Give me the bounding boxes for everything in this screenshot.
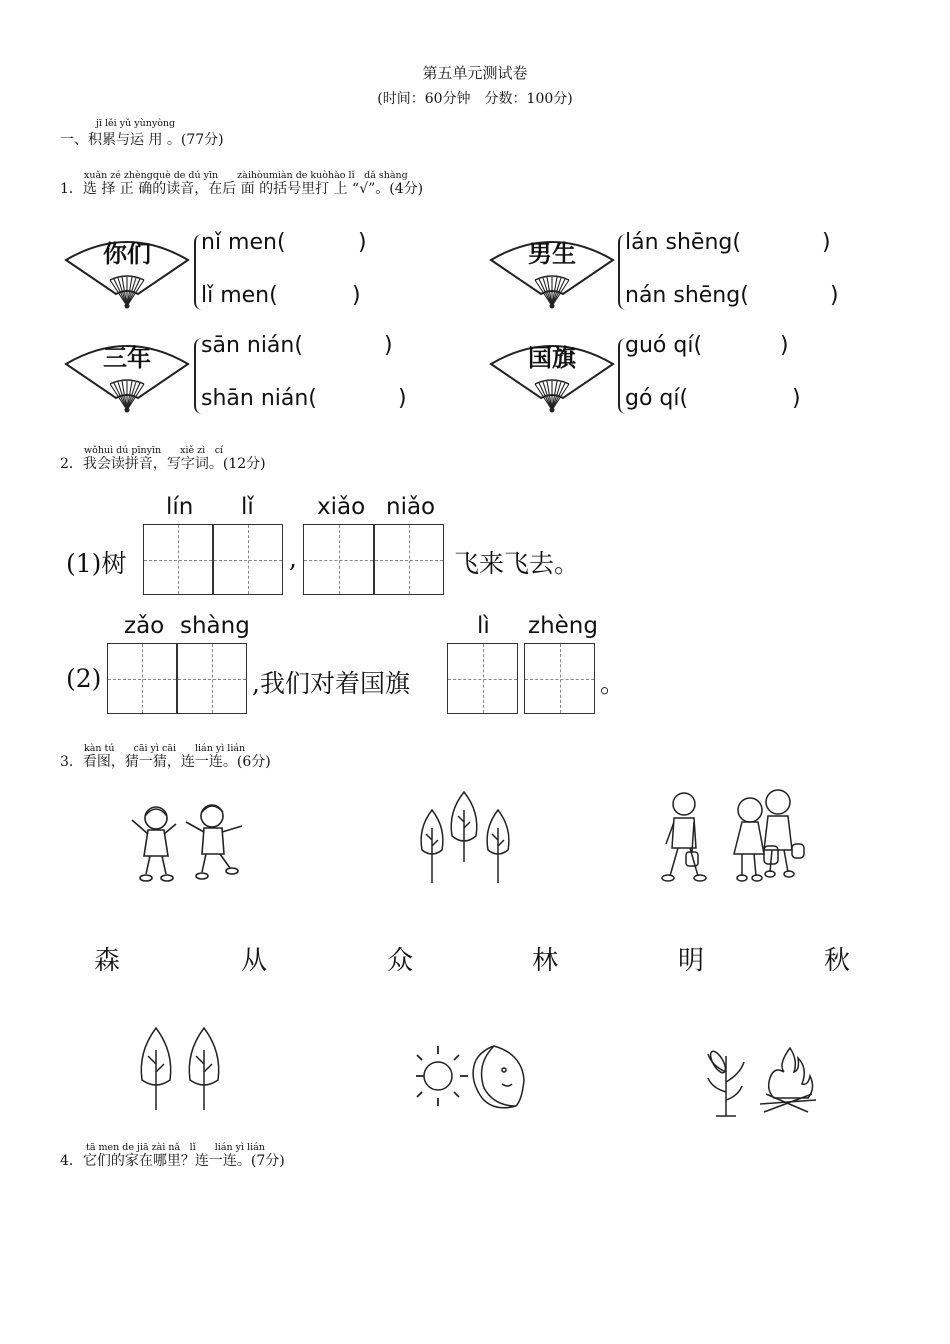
writing-cell[interactable] [107, 643, 177, 714]
fan-card-nansheng [487, 226, 617, 314]
answer-blank-gu-qi2[interactable] [734, 390, 784, 416]
option-ni-men: nǐ men( [201, 230, 286, 255]
pinyin-niao: niǎo [386, 494, 436, 520]
answer-blank-san-nian[interactable] [326, 337, 376, 363]
option-shan-nian: shān nián( [201, 386, 317, 411]
section1-heading: 一、积累与运 用 。(77分) [60, 132, 224, 148]
writing-cell[interactable] [374, 524, 444, 595]
option-guo-qi: guó qí( [625, 333, 703, 358]
pinyin-zheng: zhèng [528, 613, 598, 639]
close-paren: ) [352, 283, 361, 308]
writing-cell[interactable] [177, 643, 247, 714]
q1-heading: 1．选 择 正 确的读音，在后 面 的括号里打 上 “√”。(4分) [60, 181, 424, 197]
answer-blank-shan-nian[interactable] [340, 390, 390, 416]
option-lan-sheng: lán shēng( [625, 230, 741, 255]
option-nan-sheng: nán shēng( [625, 283, 749, 308]
three-trees-illustration[interactable] [412, 788, 524, 886]
fan-word: 男生 [528, 239, 576, 268]
q2-pinyin: wǒhuì dú pīnyīn xiě zì cí [84, 445, 224, 456]
char-zhong[interactable]: 众 [387, 946, 414, 976]
option-li-men: lǐ men( [201, 283, 278, 308]
pinyin-li-stand: lì [477, 613, 490, 639]
fan-card-sannian [62, 330, 192, 418]
writing-cell[interactable] [524, 643, 595, 714]
pinyin-shang: shàng [180, 613, 250, 639]
answer-blank-li-men[interactable] [292, 287, 342, 313]
pinyin-lin: lín [166, 494, 194, 520]
pinyin-zao: zǎo [124, 613, 165, 639]
writing-cell[interactable] [303, 524, 374, 595]
q1-pinyin: xuǎn zé zhèngquè de dú yīn zàihòumiàn de kuòhào lǐ dǎ shàng [84, 170, 408, 181]
two-kids-illustration[interactable] [126, 798, 256, 886]
char-lin[interactable]: 林 [532, 946, 559, 976]
answer-blank-guo-qi[interactable] [722, 337, 772, 363]
close-paren: ) [780, 333, 789, 358]
grain-fire-illustration[interactable] [704, 1042, 824, 1118]
close-paren: ) [384, 333, 393, 358]
option-go-qi: gó qí( [625, 386, 689, 411]
page-subtitle: (时间：60分钟 分数：100分) [377, 91, 573, 107]
answer-blank-ni-men[interactable] [300, 234, 350, 260]
close-paren: ) [398, 386, 407, 411]
row1-comma: , [289, 544, 297, 573]
fan-word: 你们 [103, 239, 151, 268]
writing-cell[interactable] [143, 524, 213, 595]
three-people-illustration[interactable] [656, 788, 812, 886]
pinyin-xiao: xiǎo [317, 494, 366, 520]
q4-heading: 4．它们的家在哪里？连一连。(7分) [60, 1153, 285, 1169]
row1-prefix: (1)树 [66, 549, 127, 578]
q3-heading: 3．看图，猜一猜，连一连。(6分) [60, 754, 271, 770]
row2-middle: ,我们对着国旗 [252, 669, 410, 698]
two-trees-illustration[interactable] [134, 1024, 226, 1114]
fan-word: 三年 [103, 343, 151, 372]
fan-card-guoqi [487, 330, 617, 418]
row1-suffix: 飞来飞去。 [454, 549, 580, 578]
sun-moon-illustration[interactable] [412, 1040, 528, 1116]
row2-suffix: 。 [600, 669, 626, 698]
close-paren: ) [358, 230, 367, 255]
row2-prefix: (2) [66, 664, 102, 693]
char-ming[interactable]: 明 [678, 946, 705, 976]
q2-heading: 2．我会读拼音，写字词。(12分) [60, 456, 266, 472]
char-cong[interactable]: 从 [241, 946, 268, 976]
answer-blank-nan-sheng[interactable] [772, 287, 822, 313]
fan-word: 国旗 [528, 343, 576, 372]
answer-blank-lan-sheng[interactable] [764, 234, 814, 260]
option-san-nian: sān nián( [201, 333, 303, 358]
writing-cell[interactable] [213, 524, 283, 595]
pinyin-li: lǐ [241, 494, 254, 520]
close-paren: ) [822, 230, 831, 255]
q4-pinyin: tā men de jiā zài nǎ lǐ lián yì lián [86, 1142, 265, 1153]
fan-card-nimen [62, 226, 192, 314]
char-sen[interactable]: 森 [94, 946, 121, 976]
section1-pinyin: jī lěi yǔ yùnyòng [96, 118, 176, 129]
char-qiu[interactable]: 秋 [824, 946, 851, 976]
writing-cell[interactable] [447, 643, 518, 714]
close-paren: ) [830, 283, 839, 308]
q3-pinyin: kàn tú cāi yì cāi lián yì lián [84, 743, 246, 754]
close-paren: ) [792, 386, 801, 411]
page-title: 第五单元测试卷 [422, 64, 528, 82]
